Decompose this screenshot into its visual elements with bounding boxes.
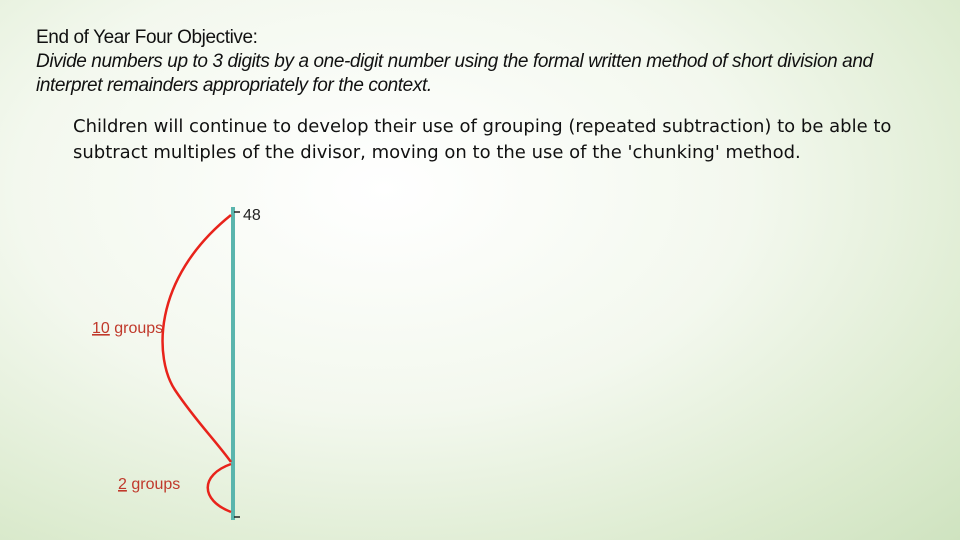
two-groups-suffix: groups bbox=[126, 476, 181, 493]
ten-groups-count: 10 bbox=[92, 320, 110, 337]
ten-groups-arc bbox=[163, 215, 231, 462]
objective-description: Divide numbers up to 3 digits by a one-digit number using the formal written method of short division and interpret remainders appropriately for the context. bbox=[36, 51, 873, 96]
body-paragraph: Children will continue to develop their use of grouping (repeated subtraction) to be able to subtract multiples of the divisor, moving on to the use of the 'chunking' method. bbox=[73, 116, 892, 163]
ten-groups-suffix: groups bbox=[109, 320, 164, 337]
top-value-label: 48 bbox=[243, 207, 261, 224]
two-groups-label bbox=[118, 476, 180, 493]
ten-groups-label bbox=[92, 320, 163, 337]
two-groups-arc bbox=[208, 464, 231, 512]
objective-heading: End of Year Four Objective: bbox=[36, 27, 258, 48]
two-groups-count: 2 bbox=[118, 476, 127, 493]
